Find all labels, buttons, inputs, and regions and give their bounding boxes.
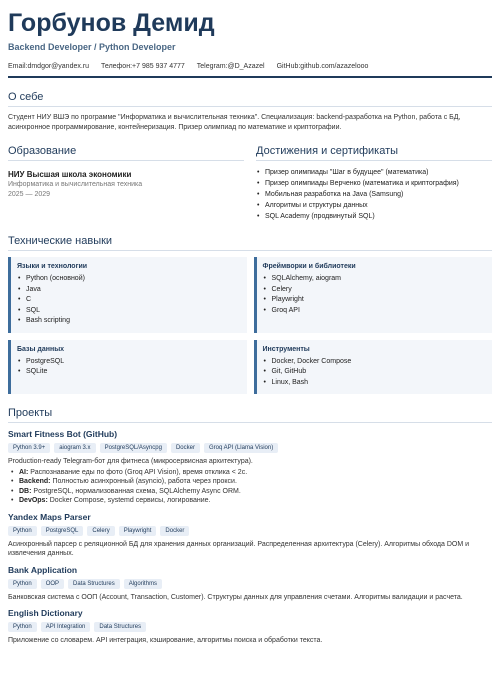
list-item: • Celery <box>263 285 487 296</box>
education-years: 2025 — 2029 <box>8 191 51 198</box>
project-description: Приложение со словарем. API интеграция, кэширование, алгоритмы поиска и обработки текста. <box>8 637 323 644</box>
skill-list <box>263 357 487 389</box>
skill-list <box>263 274 487 316</box>
point-text: Полностью асинхронный (asyncio), работа через прокси. <box>52 478 237 485</box>
project-tags <box>8 526 492 536</box>
project-description: Production-ready Telegram-бот для фитнеса (микросервисная архитектура). <box>8 458 253 465</box>
section-title-skills: Технические навыки <box>8 235 492 251</box>
tech-tag: Data Structures <box>94 622 146 632</box>
skill-box-heading: Фреймворки и библиотеки <box>262 263 356 270</box>
skill-box-heading: Языки и технологии <box>17 263 88 270</box>
list-item: • PostgreSQL <box>17 357 241 368</box>
tech-tag: PostgreSQL/Asyncpg <box>100 443 167 453</box>
project-yandex-maps-parser <box>8 512 492 559</box>
tech-tag: Playwright <box>119 526 157 536</box>
list-item: • Linux, Bash <box>263 378 487 389</box>
project-description: Банковская система с ООП (Account, Transaction, Customer). Структуры данных для управления счетами. Алгоритмы валидации и расчета. <box>8 593 463 601</box>
point-text: Распознавание еды по фото (Groq API Vision), время отклика < 2с. <box>30 468 248 476</box>
skill-box-tools <box>254 340 493 395</box>
project-description: Асинхронный парсер с реляционной БД для хранения данных организаций. Распределенная архитектура (Celery). Алгоритмы обхода DOM и извлечения данных. <box>8 540 470 557</box>
tech-tag: API Integration <box>41 622 91 632</box>
skill-list <box>17 357 241 378</box>
tech-tag: aiogram 3.x <box>54 443 95 453</box>
project-title: Bank Application <box>8 564 78 575</box>
list-item: • SQL Academy (продвинутый SQL) <box>256 211 492 222</box>
tech-tag: Data Structures <box>68 579 120 589</box>
skill-box-heading: Базы данных <box>17 345 65 353</box>
contact-github[interactable]: GitHub:github.com/azazelooo <box>276 63 369 70</box>
tech-tag: Python 3.9+ <box>8 443 50 453</box>
project-title[interactable]: Smart Fitness Bot (GitHub) <box>8 429 118 439</box>
achievements-list <box>256 167 492 222</box>
skill-box-languages <box>8 257 247 333</box>
tech-tag: Groq API (Llama Vision) <box>204 443 278 453</box>
contact-telegram[interactable]: Telegram:@D_Azazel <box>196 63 265 70</box>
project-english-dictionary <box>8 608 492 646</box>
skill-box-databases <box>8 340 247 395</box>
header-divider <box>8 76 492 78</box>
point-label: Backend: <box>19 478 51 485</box>
candidate-role: Backend Developer / Python Developer <box>8 42 176 52</box>
education-institution: НИУ Высшая школа экономики <box>8 170 132 179</box>
list-item: • Призер олимпиады "Шаг в будущее" (математика) <box>256 167 492 178</box>
education-achievements-row <box>8 132 492 222</box>
section-title-about: О себе <box>8 91 492 107</box>
candidate-name: Горбунов Демид <box>8 9 215 37</box>
project-tags <box>8 579 492 589</box>
tech-tag: Celery <box>87 526 114 536</box>
list-item: • Призер олимпиады Верченко (математика и криптография) <box>256 178 492 189</box>
list-item <box>8 477 492 487</box>
list-item: • SQLite <box>17 367 241 378</box>
point-label: DevOps: <box>19 497 48 504</box>
project-title: English Dictionary <box>8 608 83 618</box>
tech-tag: OOP <box>41 579 64 589</box>
education-program: Информатика и вычислительная техника <box>8 181 143 188</box>
tech-tag: Python <box>8 526 37 536</box>
list-item: • SQL <box>17 306 241 317</box>
project-title: Yandex Maps Parser <box>8 511 91 522</box>
contacts-row <box>8 63 492 74</box>
point-label: DB: <box>19 487 32 495</box>
section-title-education: Образование <box>8 145 244 161</box>
achievements-column <box>256 132 492 222</box>
about-text: Студент НИУ ВШЭ по программе "Информатика и вычислительная техника". Специализация: backend-разработка на Python, работа с БД, асинхронное программирование, контейнеризация. Призер олимпиад по математике и криптографии. <box>8 114 461 131</box>
list-item <box>8 487 492 497</box>
skills-grid <box>8 257 492 394</box>
list-item: • C <box>17 295 241 306</box>
education-column <box>8 132 244 222</box>
tech-tag: Python <box>8 579 37 589</box>
tech-tag: Algorithms <box>124 579 162 589</box>
project-smart-fitness-bot <box>8 429 492 506</box>
list-item <box>8 496 492 506</box>
contact-email[interactable]: Email:dmdgor@yandex.ru <box>8 63 90 70</box>
tech-tag: Python <box>8 622 37 632</box>
list-item: • Groq API <box>263 306 487 317</box>
list-item: • Git, GitHub <box>263 367 487 378</box>
skill-list <box>17 274 241 327</box>
list-item: • Python (основной) <box>17 274 241 285</box>
list-item: • Docker, Docker Compose <box>263 357 487 368</box>
list-item: • Java <box>17 285 241 296</box>
list-item <box>8 468 492 478</box>
list-item: • Playwright <box>263 295 487 306</box>
point-text: PostgreSQL, нормализованная схема, SQLAlchemy Async ORM. <box>33 487 241 495</box>
project-bank-application <box>8 565 492 603</box>
list-item: • Bash scripting <box>17 316 241 327</box>
project-points <box>8 468 492 506</box>
point-label: AI: <box>19 468 29 476</box>
tech-tag: Docker <box>171 443 200 453</box>
section-title-projects: Проекты <box>8 407 492 423</box>
skill-box-frameworks <box>254 257 493 333</box>
list-item: • SQLAlchemy, aiogram <box>263 274 487 285</box>
tech-tag: PostgreSQL <box>41 526 84 536</box>
tech-tag: Docker <box>160 526 189 536</box>
list-item: • Алгоритмы и структуры данных <box>256 200 492 211</box>
list-item: • Мобильная разработка на Java (Samsung) <box>256 189 492 200</box>
section-title-achievements: Достижения и сертификаты <box>256 145 492 161</box>
project-tags <box>8 443 492 453</box>
point-text: Docker Compose, systemd сервисы, логирование. <box>49 497 211 504</box>
project-tags <box>8 622 492 632</box>
contact-phone[interactable]: Телефон:+7 985 937 4777 <box>101 63 185 70</box>
skill-box-heading: Инструменты <box>262 345 310 353</box>
